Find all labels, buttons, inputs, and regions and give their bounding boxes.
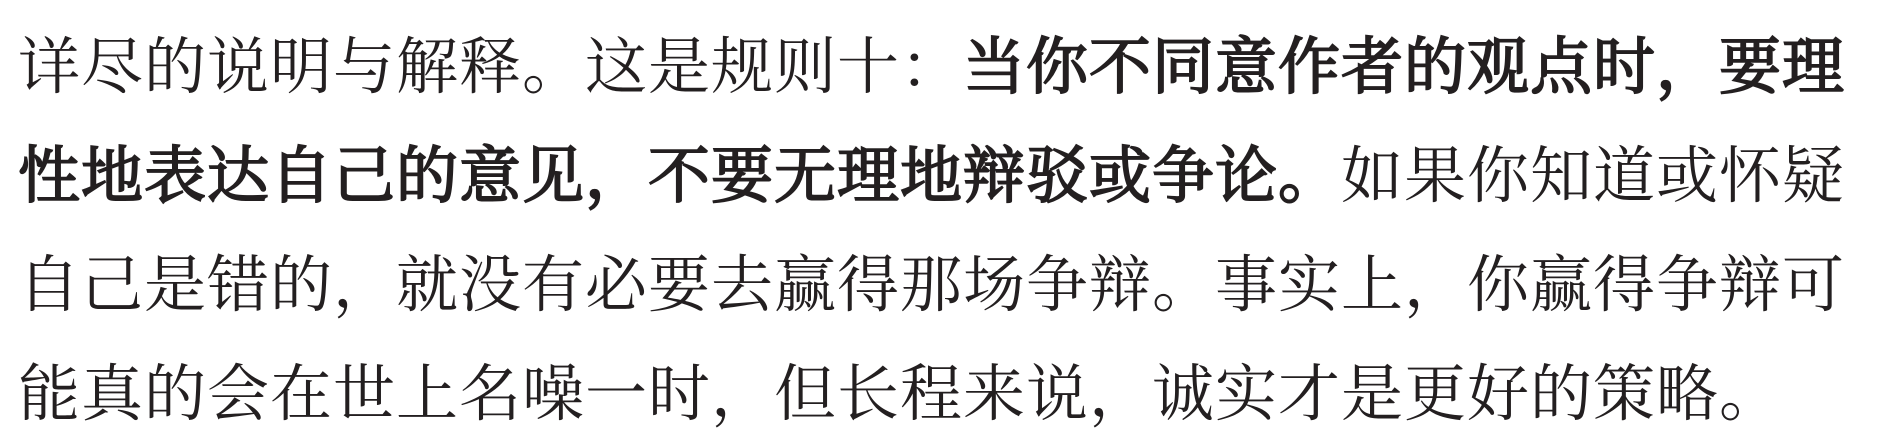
intro-text: 详尽的说明与解释。这是规则十：	[18, 30, 964, 103]
body-paragraph	[18, 12, 1863, 448]
closing-text: 如果你知道或怀疑自己是错的，就没有必要去赢得那场争辩。事实上，你赢得争辩可能真的会在世上名噪一时，但长程来说，诚实才是更好的策略。	[18, 139, 1846, 430]
rule-ten-bold-text: 当你不同意作者的观点时，要理性地表达自己的意见，不要无理地辩驳或争论。	[18, 30, 1846, 212]
